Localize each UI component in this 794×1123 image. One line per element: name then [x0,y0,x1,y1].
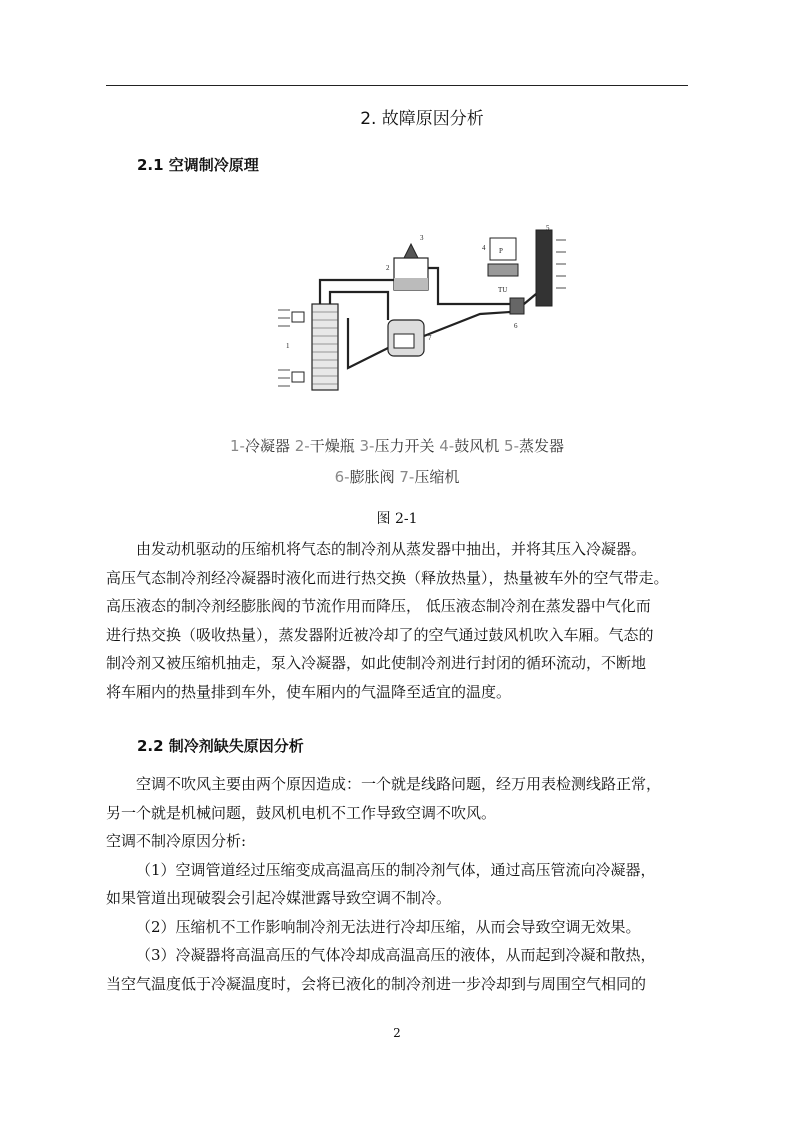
text-line: 将车厢内的热量排到车外，使车厢内的气温降至适宜的温度。 [106,682,512,701]
legend-number: 1- [229,437,245,455]
diagram-label: 4 [482,244,486,252]
legend-number: 7- [399,468,415,486]
legend-name: 蒸发器 [519,437,565,455]
legend-number: 3- [359,437,375,455]
legend-number: 4- [439,437,455,455]
text-line: （3）冷凝器将高温高压的气体冷却成高温高压的液体，从而起到冷凝和散热， [136,946,656,964]
legend-name: 压缩机 [414,468,460,486]
legend-number: 5- [504,437,519,455]
diagram-label: 6 [514,322,518,330]
legend-number: 2- [294,437,310,455]
page-number: 2 [393,1026,401,1040]
header-rule [106,85,688,86]
condenser-fan-shape [292,312,304,322]
pressure-switch-shape [404,244,418,258]
paragraph-refrigerant-loss [106,770,688,998]
text-line: 高压气态制冷剂经冷凝器时液化而进行热交换（释放热量），热量被车外的空气带走。 [106,568,669,587]
legend-number: 6- [334,468,350,486]
text-line: 空调不吹风主要由两个原因造成：一个就是线路问题，经万用表检测线路正常， [136,775,662,793]
diagram-label: P [499,247,503,255]
ac-system-diagram [270,218,580,398]
legend-name: 膨胀阀 [349,468,395,486]
subsection-heading-2-2: 2.2 制冷剂缺失原因分析 [137,737,304,755]
legend-name: 鼓风机 [454,437,500,455]
figure-legend-line-1 [0,435,794,456]
legend-name: 冷凝器 [244,437,290,455]
diagram-label: 7 [428,334,432,342]
figure-caption: 图 2-1 [376,511,418,527]
condenser-shape [312,304,338,390]
legend-name: 干燥瓶 [309,437,355,455]
diagram-label: 2 [386,264,390,272]
evaporator-shape [536,230,552,306]
diagram-label: 5 [546,224,550,232]
paragraph-principle [106,535,688,706]
expansion-valve-shape [510,298,524,314]
condenser-fan-shape [292,372,304,382]
text-line: 如果管道出现破裂会引起冷媒泄露导致空调不制冷。 [106,889,452,907]
diagram-label: 1 [286,342,290,350]
figure-legend-line-2 [0,466,794,487]
subsection-heading-2-1: 2.1 空调制冷原理 [137,156,259,174]
text-line: 进行热交换（吸收热量），蒸发器附近被冷却了的空气通过鼓风机吹入车厢。气态的 [106,625,654,644]
section-title: 2. 故障原因分析 [360,109,484,129]
diagram-label: TU [498,286,508,294]
text-line: （1）空调管道经过压缩变成高温高压的制冷剂气体，通过高压管流向冷凝器， [136,860,656,879]
text-line: 高压液态的制冷剂经膨胀阀的节流作用而降压， 低压液态制冷剂在蒸发器中气化而 [106,597,651,615]
diagram-label: 3 [420,234,424,242]
text-line: 空调不制冷原因分析: [106,832,247,850]
text-line: 由发动机驱动的压缩机将气态的制冷剂从蒸发器中抽出，并将其压入冷凝器。 [136,540,647,558]
text-line: 另一个就是机械问题，鼓风机电机不工作导致空调不吹风。 [106,803,497,822]
blower-shape [490,238,516,260]
text-line: 制冷剂又被压缩机抽走，泵入冷凝器，如此使制冷剂进行封闭的循环流动，不断地 [106,654,647,672]
text-line: 当空气温度低于冷凝温度时，会将已液化的制冷剂进一步冷却到与周围空气相同的 [106,974,647,993]
legend-name: 压力开关 [374,437,435,455]
text-line: （2）压缩机不工作影响制冷剂无法进行冷却压缩，从而会导致空调无效果。 [136,917,641,936]
